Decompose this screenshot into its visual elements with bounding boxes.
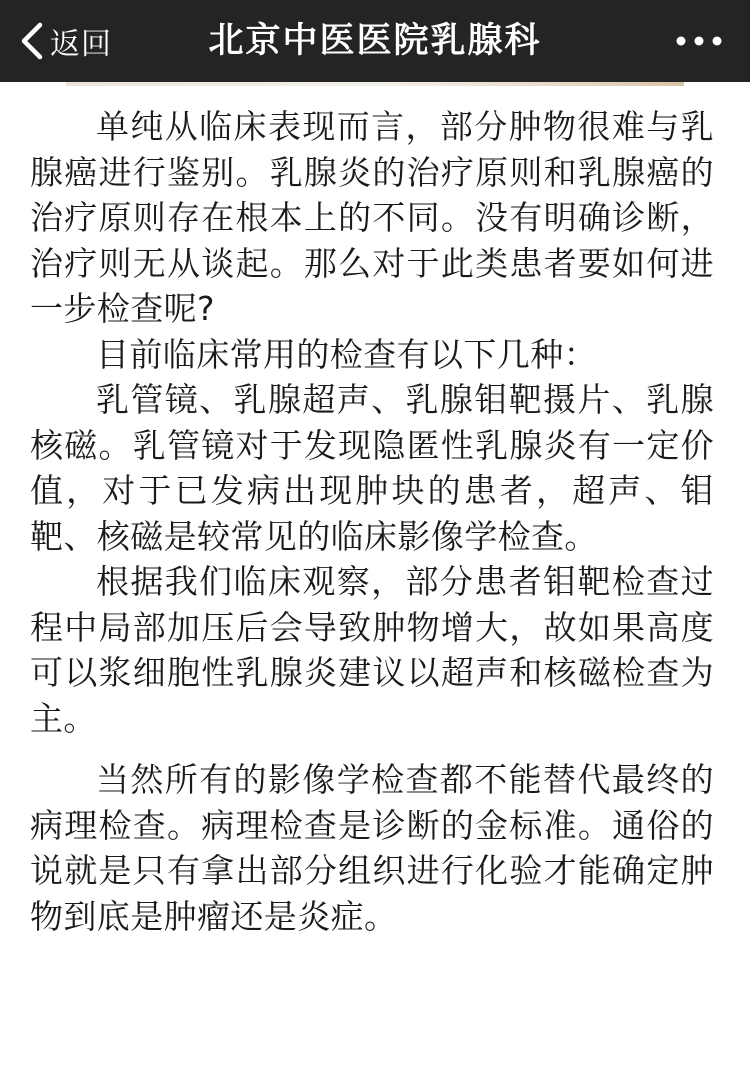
article-body bbox=[30, 104, 714, 939]
back-label: 返回 bbox=[50, 27, 112, 62]
more-dots-icon bbox=[676, 36, 722, 46]
header-image-edge bbox=[66, 82, 684, 86]
article-paragraph: 单纯从临床表现而言，部分肿物很难与乳腺癌进行鉴别。乳腺炎的治疗原则和乳腺癌的治疗原则存在根本上的不同。没有明确诊断，治疗则无从谈起。那么对于此类患者要如何进一步检查呢? bbox=[30, 107, 714, 328]
more-button[interactable] bbox=[674, 0, 724, 82]
article-paragraph: 当然所有的影像学检查都不能替代最终的病理检查。病理检查是诊断的金标准。通俗的说就是只有拿出部分组织进行化验才能确定肿物到底是肿瘤还是炎症。 bbox=[30, 760, 714, 936]
page-title: 北京中医医院乳腺科 bbox=[208, 21, 542, 61]
back-button[interactable] bbox=[18, 0, 112, 82]
article-paragraph: 根据我们临床观察，部分患者钼靶检查过程中局部加压后会导致肿物增大，故如果高度可以浆细胞性乳腺炎建议以超声和核磁检查为主。 bbox=[30, 562, 714, 738]
article-paragraph: 乳管镜、乳腺超声、乳腺钼靶摄片、乳腺核磁。乳管镜对于发现隐匿性乳腺炎有一定价值，对于已发病出现肿块的患者，超声、钼靶、核磁是较常见的临床影像学检查。 bbox=[30, 380, 714, 556]
nav-bar bbox=[0, 0, 750, 82]
chevron-left-icon bbox=[18, 21, 46, 61]
article-paragraph: 目前临床常用的检查有以下几种： bbox=[96, 334, 597, 374]
